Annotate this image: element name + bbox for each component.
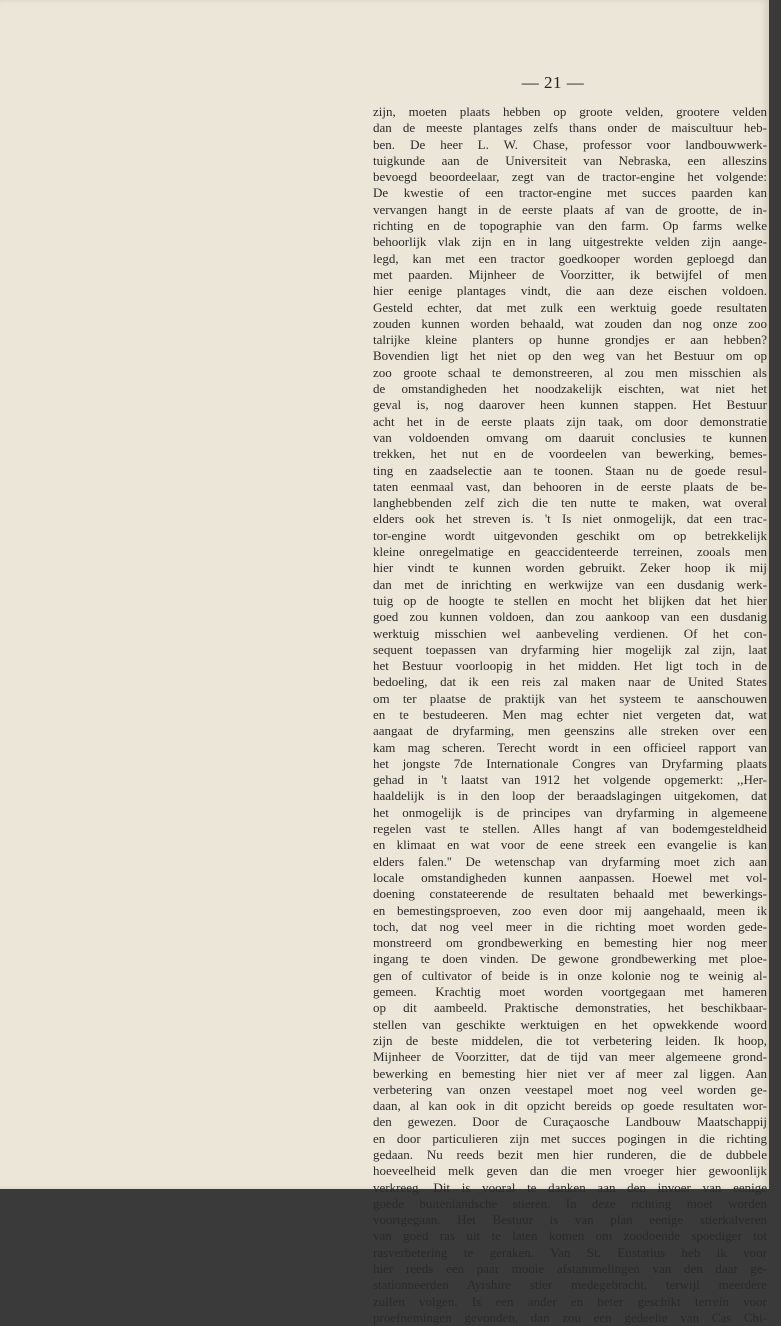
text-line: voortgegaan. Het Bestuur is van plan eenige stierkalveren	[373, 1212, 767, 1228]
text-line: geval is, nog daarover heen kunnen stappen. Het Bestuur	[373, 397, 767, 413]
text-line: het Bestuur voorloopig in het midden. Het ligt toch in de	[373, 658, 767, 674]
text-line: kleine onregelmatige en geaccidenteerde terreinen, zooals men	[373, 544, 767, 560]
text-line: den gewezen. Door de Curaçaosche Landbouw Maatschappij	[373, 1114, 767, 1130]
text-line: zijn, moeten plaats hebben op groote velden, grootere velden	[373, 104, 767, 119]
text-line: bewerking en bemesting hier niet ver af meer zal liggen. Aan	[373, 1065, 767, 1081]
text-line: gedaan. Nu reeds bezit men hier runderen, die de dubbele	[373, 1147, 767, 1162]
text-line: zoo groote schaal te demonstreeren, al zou men misschien als	[373, 364, 767, 380]
text-line: stellen van geschikte werktuigen en het opwekkende woord	[373, 1016, 767, 1032]
text-line: bevoegd beoordeelaar, zegt van de tractor-engine het volgende:	[373, 169, 767, 185]
text-line: kam mag scheren. Terecht wordt in een officieel rapport van	[373, 739, 767, 755]
text-line: talrijke kleine planters op hunne grondjes er aan hebben?	[373, 332, 767, 348]
text-line: stationneerden Ayrshire stier medegebracht, terwijl meerdere	[373, 1277, 767, 1293]
text-line: acht het in de eerste plaats zijn taak, om door demonstratie	[373, 413, 767, 429]
text-line: het jongste 7de Internationale Congres van Dryfarming plaats	[373, 755, 767, 771]
text-line: van goed ras uit te laten komen om zoodoende spoediger tot	[373, 1228, 767, 1244]
text-line: en door particulieren zijn met succes pogingen in die richting	[373, 1130, 767, 1146]
text-line: en klimaat en wat voor de eene streek een evangelie is kan	[373, 837, 767, 853]
text-line: goed zou kunnen voldoen, dan zou aankoop van een dusdanig	[373, 609, 767, 625]
text-line: gehad in 't laatst van 1912 het volgende opgemerkt: ,,Her-	[373, 772, 767, 788]
text-line: hier reeds een paar mooie afstammelingen van den daar ge-	[373, 1261, 767, 1277]
text-line: proefnemingen gevonden, dan zou een gedeelte van Cas Chi-	[373, 1309, 767, 1325]
text-line: doening constateerende de resultaten behaald met bewerkings-	[373, 886, 767, 902]
text-line: zullen volgen. Is een ander en beter geschikt terrein voor	[373, 1293, 767, 1309]
text-line: aangaat de dryfarming, men geenszins alle streken over een	[373, 723, 767, 739]
text-line: monstreerd om grondbewerking en bemesting hier nog meer	[373, 935, 767, 951]
text-line: tor-engine wordt uitgevonden geschikt om op betrekkelijk	[373, 527, 767, 543]
text-line: en te bestudeeren. Men mag echter niet vergeten dat, wat	[373, 706, 767, 722]
text-line: zouden kunnen worden behaald, wat zouden dan nog onze zoo	[373, 315, 767, 331]
text-line: Gesteld echter, dat met zulk een werktuig goede resultaten	[373, 299, 767, 315]
text-line: legd, kan met een tractor goedkooper worden geploegd dan	[373, 250, 767, 266]
text-line: behoorlijk vlak zijn en in lang uitgestrekte velden zijn aange-	[373, 234, 767, 250]
text-line: ting en zaadselectie aan te toonen. Staan nu de goede resul-	[373, 462, 767, 478]
text-line: verkreeg. Dit is vooral te danken aan den invoer van eenige	[373, 1179, 767, 1195]
text-line: verbetering van onzen veestapel moet nog veel worden ge-	[373, 1081, 767, 1097]
text-line: langhebbenden zelf zich die ten nutte te maken, wat overal	[373, 495, 767, 511]
text-line: haaldelijk is in den loop der beraadslagingen uitgekomen, dat	[373, 788, 767, 804]
text-line: Mijnheer de Voorzitter, dat de tijd van meer algemeene grond-	[373, 1049, 767, 1065]
text-line: ingang te doen vinden. De gewone grondbewerking met ploe-	[373, 951, 767, 967]
body-text-column	[373, 104, 767, 1326]
text-line: taten eenmaal vast, dan behooren in de eerste plaats de be-	[373, 478, 767, 494]
text-line: hoeveelheid melk geven dan die men vroeger hier gewoonlijk	[373, 1163, 767, 1179]
text-line: bedoeling, dat ik een reis zal maken naar de United States	[373, 674, 767, 690]
text-line: daan, al kan ook in dit opzicht bereids op goede resultaten wor-	[373, 1098, 767, 1114]
text-line: werktuig misschien wel aanbeveling verdienen. Of het con-	[373, 625, 767, 641]
text-line: om ter plaatse de praktijk van het systeem te aanschouwen	[373, 690, 767, 706]
text-line: richting en de topographie van den farm. Op farms welke	[373, 218, 767, 234]
text-line: dan de meeste plantages zelfs thans onder de maiscultuur heb-	[373, 120, 767, 136]
text-line: elders ook het streven is. 't Is niet onmogelijk, dat een trac-	[373, 511, 767, 527]
text-line: Bovendien ligt het niet op den weg van het Bestuur om op	[373, 348, 767, 364]
text-line: goede buitenlandsche stieren. In deze richting moet worden	[373, 1195, 767, 1211]
text-line: gen of cultivator of beide is in onze kolonie nog te weinig al-	[373, 967, 767, 983]
text-line: met paarden. Mijnheer de Voorzitter, ik betwijfel of men	[373, 266, 767, 282]
text-line: de omstandigheden het noodzakelijk eischten, wat niet het	[373, 381, 767, 397]
text-line: vervangen hangt in de eerste plaats af van de grootte, de in-	[373, 201, 767, 217]
text-line: op dit aambeeld. Praktische demonstraties, het beschikbaar-	[373, 1000, 767, 1016]
text-line: ben. De heer L. W. Chase, professor voor landbouwwerk-	[373, 136, 767, 152]
text-line: elders falen.'' De wetenschap van dryfarming moet zich aan	[373, 853, 767, 869]
text-line: van voldoenden omvang om daaruit conclusies te kunnen	[373, 429, 767, 445]
text-line: locale omstandigheden kunnen aanpassen. Hoewel met vol-	[373, 869, 767, 885]
text-line: en bemestingsproeven, zoo even door mij aangehaald, meen ik	[373, 902, 767, 918]
text-line: hier vindt te kunnen worden gebruikt. Zeker hoop ik mij	[373, 560, 767, 576]
text-line: het onmogelijk is de principes van dryfarming in algemeene	[373, 804, 767, 820]
text-line: tuigkunde aan de Universiteit van Nebraska, een alleszins	[373, 152, 767, 168]
text-line: rasverbetering te geraken. Van St. Eustatius heb ik voor	[373, 1244, 767, 1260]
text-line: sequent toepassen van dryfarming hier mogelijk zal zijn, laat	[373, 641, 767, 657]
text-line: gemeen. Krachtig moet worden voortgegaan met hameren	[373, 984, 767, 1000]
text-line: trekken, het nut en de voordeelen van bewerking, bemes-	[373, 446, 767, 462]
text-line: regelen vast te stellen. Alles hangt af van bodemgesteldheid	[373, 821, 767, 837]
text-line: tuig op de hoogte te stellen en mocht het blijken dat het hier	[373, 592, 767, 608]
text-line: dan met de inrichting en werkwijze van een dusdanig werk-	[373, 576, 767, 592]
page-number: — 21 —	[521, 73, 585, 92]
text-line: De kwestie of een tractor-engine met succes paarden kan	[373, 185, 767, 201]
text-line: zijn de beste middelen, die tot verbetering leiden. Ik hoop,	[373, 1032, 767, 1048]
text-line: hier eenige plantages vindt, die aan deze eischen voldoen.	[373, 283, 767, 299]
text-line: toch, dat nog veel meer in die richting moet worden gede-	[373, 918, 767, 934]
